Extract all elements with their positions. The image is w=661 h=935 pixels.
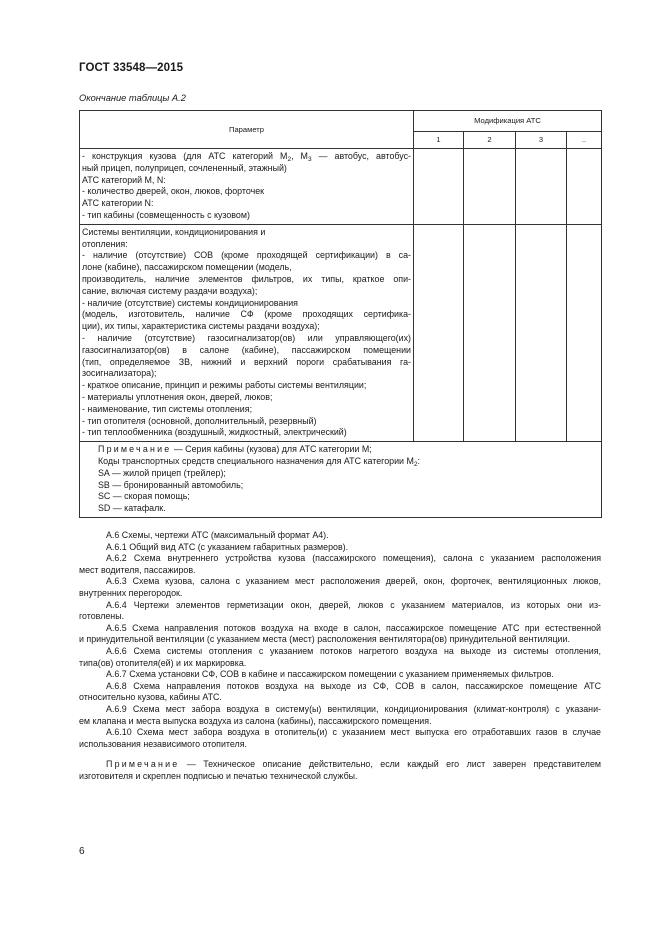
para-a6-8-line1: А.6.8 Схема направления потоков воздуха на выходе из СФ, СОВ в салон, пассажирское помещение АТС [106, 680, 601, 691]
row1-line1: - конструкция кузова (для АТС категорий $М_2$, $М_3$ — автобус, автобус- [82, 151, 411, 163]
cell-empty [516, 224, 567, 441]
table-row-ventilation [80, 224, 602, 441]
note-line2: Коды транспортных средств специального назначения для АТС категории $М_2$: [98, 455, 420, 468]
row2-line: газосигнализатор(ов) в салоне (кабине), пассажирском помещении [82, 344, 411, 355]
row2-line: отопления: [82, 238, 128, 249]
table-row-note [80, 442, 602, 518]
mod-col-1: 1 [414, 132, 464, 149]
note-code-sb: SB — бронированный автомобиль; [98, 479, 244, 490]
note-line1: Примечание — Серия кабины (кузова) для АТС категории М; [98, 444, 372, 455]
para-a6-8-line2: относительно кузова, кабины АТС. [79, 692, 222, 703]
page-number: 6 [79, 846, 85, 857]
cell-empty [516, 149, 567, 225]
header-modification: Модификация АТС [414, 111, 602, 132]
header-parameter: Параметр [80, 111, 414, 149]
row2-line: производитель, наличие элементов фильтров, их типы, краткое опи- [82, 273, 411, 284]
table-note [80, 442, 602, 518]
row2-line: - материалы уплотнения окон, дверей, люков; [82, 391, 273, 402]
row2-line: Системы вентиляции, кондиционирования и [82, 226, 266, 237]
para-a6-9-line2: ем клапана и места выпуска воздуха из салона (кабины), пассажирского помещения. [79, 715, 432, 726]
table-caption: Окончание таблицы А.2 [79, 93, 186, 103]
note-label: Примечание [106, 759, 180, 770]
para-a6-5-line2: и принудительной вентиляции (с указанием места (мест) расположения вентилятора(ов) принудительной вентиляции. [79, 634, 570, 645]
para-a6-6-line1: А.6.6 Схема системы отопления с указанием потоков нагретого воздуха на выходе из системы отопления, [106, 645, 601, 656]
para-a6: А.6 Схемы, чертежи АТС (максимальный формат А4). [106, 530, 329, 540]
appendix-text [79, 530, 601, 782]
cell-empty [464, 149, 516, 225]
cell-empty [414, 149, 464, 225]
mod-col-4: .. [567, 132, 602, 149]
cell-empty [567, 149, 602, 225]
cell-empty [464, 224, 516, 441]
row2-line: (тип, определяемое ЗВ, нижний и верхний пороги срабатывания га- [82, 356, 411, 367]
cell-empty [414, 224, 464, 441]
note-code-sa: SA — жилой прицеп (трейлер); [98, 467, 226, 478]
para-a6-6-line2: типа(ов) отопителя(ей) и их маркировка. [79, 657, 247, 668]
note-code-sc: SC — скорая помощь; [98, 491, 190, 502]
row1-line3: АТС категорий М, N: [82, 174, 166, 185]
table-row-body-construction [80, 149, 602, 225]
row2-line: лоне (кабине), пассажирском помещении (модель, [82, 262, 292, 273]
param-ventilation-systems [80, 224, 414, 441]
para-a6-3-line1: А.6.3 Схема кузова, салона с указанием мест расположения дверей, окон, форточек, вентиляционных люков, [106, 576, 601, 587]
row1-line6: - тип кабины (совмещенность с кузовом) [82, 209, 250, 220]
para-a6-1: А.6.1 Общий вид АТС (с указанием габаритных размеров). [106, 541, 349, 552]
para-a6-10-line1: А.6.10 Схема мест забора воздуха в отопитель(и) с указанием мест выпуска его отработавших газов в случае [106, 727, 601, 738]
note-line1: Примечание — Техническое описание действительно, если каждый его лист заверен представителем [106, 759, 601, 770]
row2-line: - краткое описание, принцип и режимы работы системы вентиляции; [82, 380, 367, 391]
para-a6-2-line2: мест водителя, пассажиров. [79, 564, 196, 575]
para-a6-3-line2: внутренних перегородок. [79, 587, 183, 598]
row1-line5: АТС категории N: [82, 198, 154, 209]
parameters-table [79, 110, 602, 518]
para-a6-5-line1: А.6.5 Схема направления потоков воздуха на входе в салон, пассажирское помещение АТС при естественной [106, 622, 601, 633]
para-a6-9-line1: А.6.9 Схема мест забора воздуха в систему(ы) вентиляции, кондиционирования (климат-контроля) с указани- [106, 703, 601, 714]
param-body-construction [80, 149, 414, 225]
cell-empty [567, 224, 602, 441]
row2-line: - тип отопителя (основной, дополнительный, резервный) [82, 415, 317, 426]
mod-col-2: 2 [464, 132, 516, 149]
para-a6-2-line1: А.6.2 Схема внутреннего устройства кузова (пассажирского помещения), салона с указанием расположения [106, 553, 601, 564]
row2-line: сание, включая систему раздачи воздуха); [82, 285, 258, 296]
row2-line: - наличие (отсутствие) системы кондиционирования [82, 297, 298, 308]
row2-line: - наименование, тип системы отопления; [82, 403, 253, 414]
row2-line: - тип теплообменника (воздушный, жидкостный, электрический) [82, 427, 347, 438]
row2-line: зосигнализатора); [82, 368, 157, 379]
row1-line4: - количество дверей, окон, люков, форточек [82, 186, 265, 197]
para-a6-4-line1: А.6.4 Чертежи элементов герметизации окон, дверей, люков с указанием материалов, из которых они из- [106, 599, 601, 610]
para-a6-4-line2: готовлены. [79, 611, 125, 622]
para-a6-10-line2: использования независимого отопителя. [79, 738, 247, 749]
standard-number: ГОСТ 33548—2015 [79, 62, 184, 74]
row2-line: - наличие (отсутствие) СОВ (кроме проходящей сертификации) в са- [82, 250, 411, 261]
row2-line: ции), их типы, характеристика системы раздачи воздуха); [82, 321, 320, 332]
para-a6-7: А.6.7 Схема установки СФ, СОВ в кабине и пассажирском помещении с указанием применяемых фильтров. [106, 669, 554, 680]
row1-line2: ный прицеп, полуприцеп, сочлененный, этажный) [82, 162, 287, 173]
note-code-sd: SD — катафалк. [98, 503, 166, 514]
row2-line: - наличие (отсутствие) газосигнализатор(ов) или управляющего(их) [82, 332, 411, 343]
note-line2: изготовителя и скреплен подписью и печатью технической службы. [79, 770, 358, 781]
row2-line: (модель, изготовитель, наличие СФ (кроме проходящих сертифика- [82, 309, 411, 320]
mod-col-3: 3 [516, 132, 567, 149]
